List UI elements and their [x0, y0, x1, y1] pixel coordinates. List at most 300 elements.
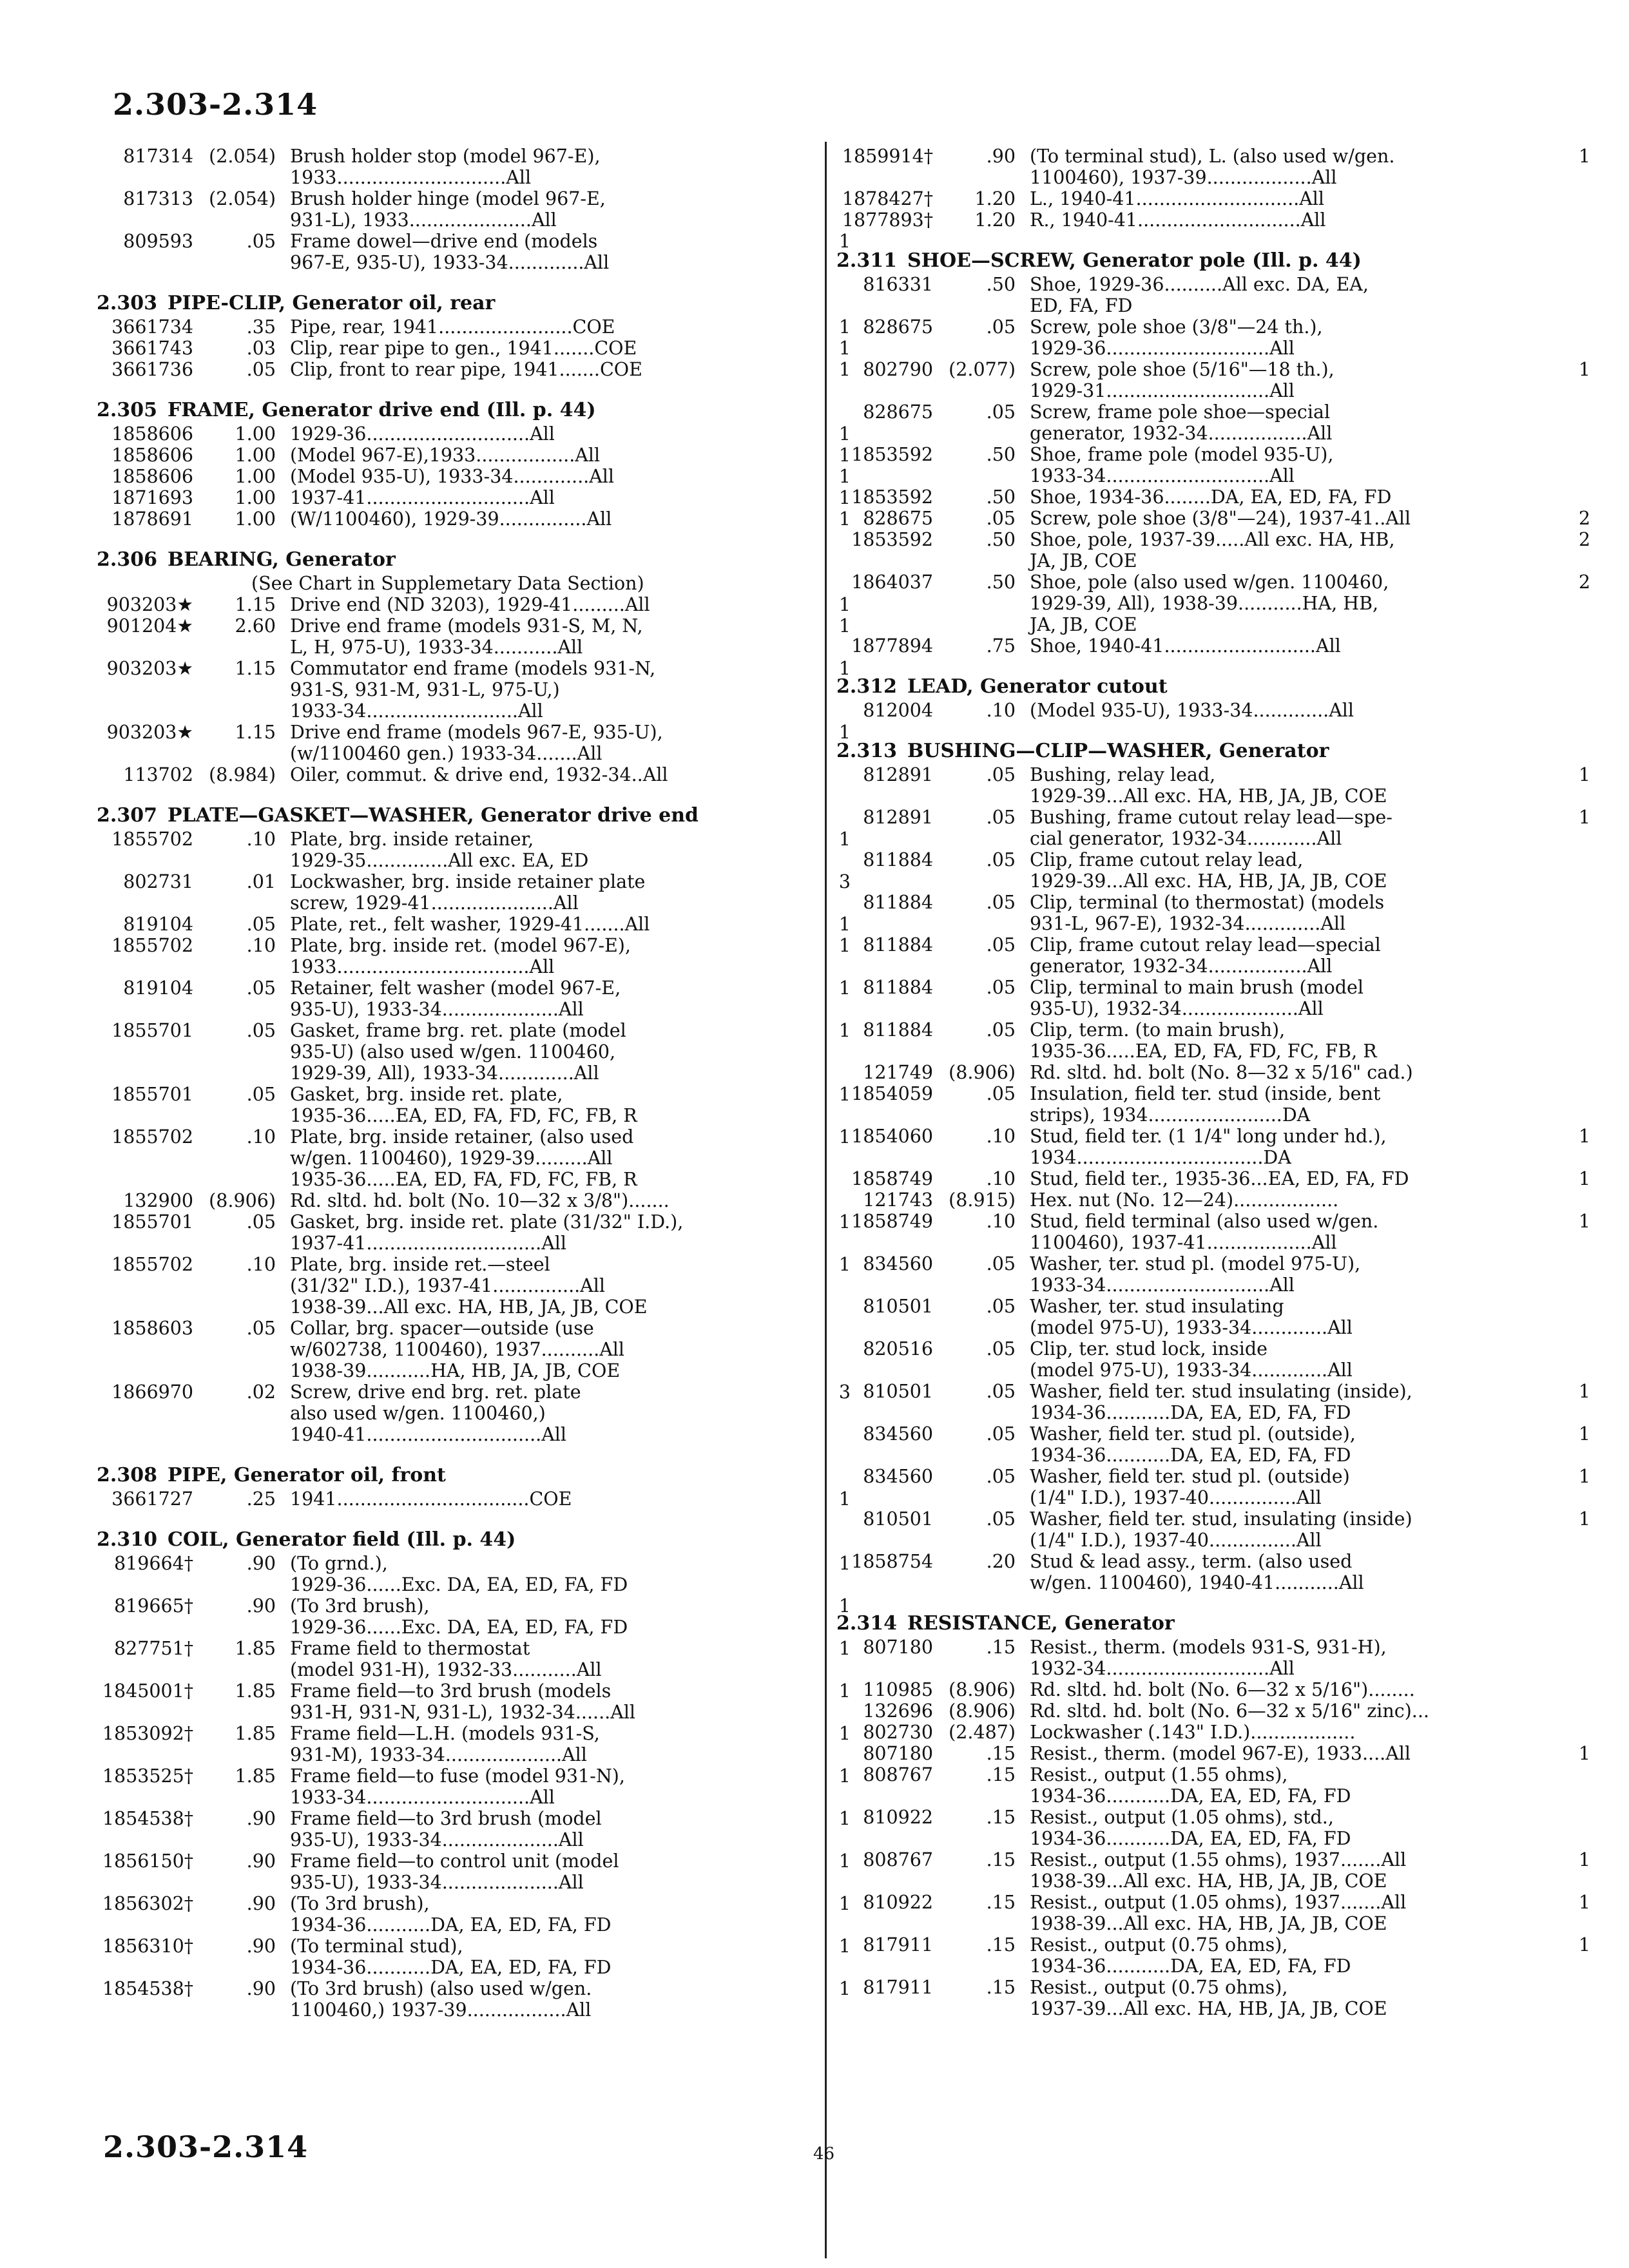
part-quantity: 1: [838, 1765, 851, 1787]
part-number: 811884: [863, 934, 933, 956]
part-quantity: 1: [1578, 1466, 1590, 1487]
part-price: (8.906): [209, 1190, 276, 1211]
part-description: Resist., output (1.05 ohms), 1937.......All 1938-39...All exc. HA, HB, JA, JB, COE: [1030, 1892, 1407, 1934]
part-price: .05: [986, 892, 1016, 913]
part-entry: [97, 445, 851, 466]
section-note: (See Chart in Supplemetary Data Section): [251, 573, 644, 594]
part-entry: [836, 1508, 1590, 1551]
part-description: Frame field—L.H. (models 931-S, 931-M), 1933-34....................All: [290, 1723, 600, 1765]
section-title: PIPE-CLIP, Generator oil, rear: [167, 292, 496, 314]
part-quantity: 2: [1578, 529, 1590, 550]
part-number: 1854538†: [102, 1808, 193, 1829]
part-description: Rd. sltd. hd. bolt (No. 8—32 x 5/16" cad.): [1030, 1062, 1413, 1083]
part-price: .01: [246, 871, 276, 892]
section-number: 2.312: [836, 675, 897, 698]
part-price: .05: [986, 807, 1016, 828]
part-number: 802790: [863, 359, 933, 380]
page-title-top: 2.303-2.314: [113, 87, 318, 122]
part-price: .90: [246, 1850, 276, 1872]
page-title-bottom: 2.303-2.314: [103, 2129, 309, 2164]
part-entry: [97, 487, 851, 508]
part-price: .90: [246, 1553, 276, 1574]
part-number: 808767: [863, 1849, 933, 1870]
part-number: 1856310†: [102, 1936, 193, 1957]
part-description: Clip, front to rear pipe, 1941.......COE: [290, 359, 642, 380]
part-entry: [836, 1338, 1590, 1381]
part-number: 802730: [863, 1722, 933, 1743]
part-description: Brush holder hinge (model 967-E, 931-L), 1933.....................All: [290, 188, 606, 231]
part-number: 1858603: [111, 1318, 193, 1339]
part-number: 1858606: [111, 445, 193, 466]
part-entry: [97, 977, 851, 1020]
part-quantity: 1: [838, 1254, 851, 1275]
part-entry: [97, 722, 851, 764]
part-description: Clip, frame cutout relay lead, 1929-39...All exc. HA, HB, JA, JB, COE: [1030, 849, 1387, 892]
part-description: Lockwasher, brg. inside retainer plate screw, 1929-41.....................All: [290, 871, 646, 914]
part-number: 901204★: [106, 615, 193, 637]
part-entry: [836, 1126, 1590, 1168]
part-description: Washer, ter. stud pl. (model 975-U), 1933-34............................All: [1030, 1253, 1361, 1296]
part-number: 903203★: [106, 722, 193, 743]
part-price: (2.487): [949, 1722, 1016, 1743]
part-price: 1.00: [235, 487, 276, 508]
section-title: RESISTANCE, Generator: [907, 1612, 1175, 1635]
section-heading: [97, 1465, 851, 1486]
part-number: 1854060: [851, 1126, 933, 1147]
part-quantity: 1: [1578, 1508, 1590, 1530]
part-price: 1.85: [235, 1765, 276, 1787]
part-description: Commutator end frame (models 931-N, 931-S, 931-M, 931-L, 975-U,) 1933-34..........................All: [290, 658, 656, 722]
part-description: Drive end frame (models 967-E, 935-U), (w/1100460 gen.) 1933-34.......All: [290, 722, 663, 764]
part-quantity: 1: [838, 1595, 851, 1617]
part-price: .05: [986, 1083, 1016, 1104]
part-description: (Model 935-U), 1933-34.............All: [1030, 700, 1354, 721]
section-number: 2.314: [836, 1612, 897, 1635]
part-number: 113702: [123, 764, 193, 785]
part-price: .02: [246, 1381, 276, 1403]
section-heading: [836, 676, 1590, 697]
part-number: 1858754: [851, 1551, 933, 1572]
part-description: Plate, brg. inside retainer, 1929-35..............All exc. EA, ED: [290, 829, 589, 871]
part-entry: [836, 1062, 1590, 1083]
part-description: (To terminal stud), 1934-36...........DA, EA, ED, FA, FD: [290, 1936, 612, 1978]
part-entry: [836, 1764, 1590, 1807]
part-price: .90: [246, 1808, 276, 1829]
part-price: 1.00: [235, 466, 276, 487]
section-heading: [97, 293, 851, 314]
part-entry: [97, 1893, 851, 1936]
part-quantity: 1: [838, 658, 851, 679]
part-price: .15: [986, 1977, 1016, 1998]
section-title: SHOE—SCREW, Generator pole (Ill. p. 44): [907, 249, 1362, 272]
section-title: BEARING, Generator: [167, 548, 396, 571]
part-description: Drive end frame (models 931-S, M, N, L, H, 975-U), 1933-34...........All: [290, 615, 643, 658]
part-entry: [836, 807, 1590, 849]
part-number: 817911: [863, 1977, 933, 1998]
part-price: .20: [986, 1551, 1016, 1572]
part-price: .05: [246, 1020, 276, 1041]
part-description: Clip, term. (to main brush), 1935-36.....EA, ED, FA, FD, FC, FB, R: [1030, 1019, 1377, 1062]
part-description: Plate, brg. inside ret. (model 967-E), 1933.................................All: [290, 935, 631, 977]
part-quantity: 3: [838, 1381, 851, 1403]
part-price: .05: [246, 231, 276, 252]
part-number: 1871693: [111, 487, 193, 508]
part-entry: [836, 1189, 1590, 1211]
section-number: 2.307: [97, 804, 157, 827]
part-description: (To grnd.), 1929-36......Exc. DA, EA, ED, FA, FD: [290, 1553, 628, 1595]
part-price: 1.85: [235, 1723, 276, 1744]
part-quantity: 1: [1578, 1168, 1590, 1189]
part-price: .03: [246, 338, 276, 359]
part-entry: [836, 635, 1590, 657]
part-number: 1856150†: [102, 1850, 193, 1872]
part-number: 812891: [863, 764, 933, 785]
part-quantity: 1: [838, 1126, 851, 1148]
part-price: .50: [986, 486, 1016, 508]
part-description: L., 1940-41............................All: [1030, 188, 1325, 209]
part-price: 1.15: [235, 722, 276, 743]
part-number: 802731: [123, 871, 193, 892]
part-number: 1878427†: [842, 188, 933, 209]
part-number: 1859914†: [842, 146, 933, 167]
part-quantity: 1: [1578, 807, 1590, 828]
part-description: Shoe, pole, 1937-39.....All exc. HA, HB, JA, JB, COE: [1030, 529, 1395, 572]
part-entry: [836, 1466, 1590, 1508]
part-number: 1866970: [111, 1381, 193, 1403]
part-price: .10: [246, 935, 276, 956]
part-entry: [836, 1253, 1590, 1296]
part-number: 1855701: [111, 1020, 193, 1041]
part-price: 1.85: [235, 1638, 276, 1659]
part-description: Screw, pole shoe (3/8"—24 th.), 1929-36............................All: [1030, 316, 1323, 359]
part-quantity: 1: [838, 722, 851, 743]
part-price: .15: [986, 1637, 1016, 1658]
part-entry: [836, 508, 1590, 529]
part-entry: [836, 764, 1590, 807]
part-price: .05: [986, 401, 1016, 423]
part-price: .05: [986, 849, 1016, 870]
part-quantity: 1: [838, 914, 851, 935]
part-description: Resist., output (0.75 ohms), 1937-39...All exc. HA, HB, JA, JB, COE: [1030, 1977, 1387, 2019]
part-price: .05: [986, 316, 1016, 338]
part-number: 1877893†: [842, 209, 933, 231]
part-entry: [97, 1978, 851, 2021]
section-title: BUSHING—CLIP—WASHER, Generator: [907, 740, 1329, 762]
part-number: 1845001†: [102, 1680, 193, 1702]
part-price: .10: [986, 1126, 1016, 1147]
part-price: 1.20: [974, 188, 1016, 209]
part-number: 3661743: [111, 338, 193, 359]
part-entry: [97, 829, 851, 871]
part-entry: [836, 977, 1590, 1019]
part-price: (8.906): [949, 1679, 1016, 1700]
part-entry: [97, 1595, 851, 1638]
part-price: .50: [986, 274, 1016, 295]
part-number: 903203★: [106, 594, 193, 615]
section-heading: [836, 250, 1590, 271]
part-price: .50: [986, 529, 1016, 550]
part-price: (8.984): [209, 764, 276, 785]
part-quantity: 2: [1578, 508, 1590, 529]
part-entry: [97, 1126, 851, 1190]
part-price: .05: [986, 1296, 1016, 1317]
part-number: 811884: [863, 1019, 933, 1041]
part-entry: [836, 444, 1590, 486]
part-number: 121749: [863, 1062, 933, 1083]
part-price: 1.85: [235, 1680, 276, 1702]
part-number: 1864037: [851, 572, 933, 593]
part-price: .35: [246, 316, 276, 338]
part-price: .05: [246, 1084, 276, 1105]
part-quantity: 1: [1578, 1934, 1590, 1956]
part-price: .15: [986, 1934, 1016, 1956]
part-number: 1855702: [111, 829, 193, 850]
part-price: (2.077): [949, 359, 1016, 380]
part-number: 816331: [863, 274, 933, 295]
part-price: .05: [986, 1508, 1016, 1530]
part-quantity: 1: [838, 445, 851, 466]
part-price: .75: [986, 635, 1016, 657]
part-number: 121743: [863, 1189, 933, 1211]
part-description: Stud, field terminal (also used w/gen. 1100460), 1937-41..................All: [1030, 1211, 1379, 1253]
part-number: 819665†: [113, 1595, 193, 1617]
part-number: 834560: [863, 1253, 933, 1274]
part-price: .05: [246, 977, 276, 999]
part-number: 1855701: [111, 1084, 193, 1105]
part-quantity: 1: [838, 829, 851, 850]
part-quantity: 1: [838, 1211, 851, 1233]
part-entry: [836, 209, 1590, 231]
part-description: Washer, ter. stud insulating (model 975-U), 1933-34.............All: [1030, 1296, 1353, 1338]
part-price: 1.15: [235, 658, 276, 679]
part-entry: [836, 1423, 1590, 1466]
part-number: 1858749: [851, 1168, 933, 1189]
part-description: Shoe, 1940-41..........................All: [1030, 635, 1341, 657]
part-quantity: 1: [838, 1808, 851, 1829]
part-quantity: 1: [838, 231, 851, 252]
part-number: 3661727: [111, 1488, 193, 1510]
part-description: Frame field—to fuse (model 931-N), 1933-34............................All: [290, 1765, 625, 1808]
part-entry: [97, 1318, 851, 1381]
part-price: 1.00: [235, 445, 276, 466]
part-entry: [97, 1084, 851, 1126]
part-description: Gasket, brg. inside ret. plate, 1935-36.....EA, ED, FA, FD, FC, FB, R: [290, 1084, 637, 1126]
part-description: Screw, drive end brg. ret. plate also used w/gen. 1100460,) 1940-41..............................All: [290, 1381, 581, 1445]
section-number: 2.303: [97, 292, 157, 314]
part-entry: [836, 700, 1590, 721]
part-entry: [97, 1850, 851, 1893]
part-quantity: 1: [1578, 1849, 1590, 1870]
part-description: Stud & lead assy., term. (also used w/gen. 1100460), 1940-41...........All: [1030, 1551, 1364, 1593]
part-quantity: 1: [1578, 1381, 1590, 1402]
part-entry: [836, 1381, 1590, 1423]
part-quantity: 2: [1578, 572, 1590, 593]
part-quantity: 1: [838, 508, 851, 530]
part-entry: [836, 486, 1590, 508]
section-title: PIPE, Generator oil, front: [167, 1464, 446, 1486]
part-number: 827751†: [113, 1638, 193, 1659]
part-number: 811884: [863, 977, 933, 998]
part-entry: [97, 764, 851, 785]
part-price: (8.906): [949, 1062, 1016, 1083]
part-entry: [836, 1722, 1590, 1743]
section-heading: [97, 1529, 851, 1550]
part-number: 817314: [123, 146, 193, 167]
part-entry: [836, 359, 1590, 401]
part-quantity: 1: [1578, 1126, 1590, 1147]
part-quantity: 1: [838, 1850, 851, 1872]
part-entry: [836, 1211, 1590, 1253]
section-title: PLATE—GASKET—WASHER, Generator drive end: [167, 804, 699, 827]
part-entry: [97, 231, 851, 273]
part-number: 808767: [863, 1764, 933, 1785]
section-title: FRAME, Generator drive end (Ill. p. 44): [167, 399, 596, 421]
part-description: Plate, brg. inside ret.—steel (31/32" I.D.), 1937-41...............All 1938-39...All exc. HA, HB, JA, JB, COE: [290, 1254, 648, 1318]
section-number: 2.311: [836, 249, 897, 272]
part-number: 820516: [863, 1338, 933, 1360]
part-entry: [836, 1977, 1590, 2019]
part-price: .05: [986, 764, 1016, 785]
part-description: (To 3rd brush), 1929-36......Exc. DA, EA, ED, FA, FD: [290, 1595, 628, 1638]
part-number: 1855701: [111, 1211, 193, 1233]
part-quantity: 1: [838, 1553, 851, 1574]
part-quantity: 1: [838, 977, 851, 999]
part-entry: [97, 1723, 851, 1765]
part-price: .05: [246, 1211, 276, 1233]
part-description: Shoe, 1934-36........DA, EA, ED, FA, FD: [1030, 486, 1392, 508]
part-description: Gasket, brg. inside ret. plate (31/32" I.D.), 1937-41..............................All: [290, 1211, 684, 1254]
part-description: Rd. sltd. hd. bolt (No. 10—32 x 3/8").......: [290, 1190, 670, 1211]
part-price: .10: [246, 1254, 276, 1275]
part-price: .05: [986, 934, 1016, 956]
part-price: .05: [246, 1318, 276, 1339]
part-description: 1937-41............................All: [290, 487, 555, 508]
section-heading: [97, 805, 851, 826]
part-number: 810501: [863, 1508, 933, 1530]
part-number: 819664†: [113, 1553, 193, 1574]
part-entry: [836, 849, 1590, 892]
part-description: Resist., output (1.55 ohms), 1934-36...........DA, EA, ED, FA, FD: [1030, 1764, 1351, 1807]
part-description: Hex. nut (No. 12—24)..................: [1030, 1189, 1339, 1211]
part-description: Plate, ret., felt washer, 1929-41.......All: [290, 914, 650, 935]
part-description: Screw, pole shoe (3/8"—24), 1937-41..All: [1030, 508, 1411, 529]
part-number: 1853592: [851, 486, 933, 508]
section-number: 2.313: [836, 740, 897, 762]
part-quantity: 1: [838, 338, 851, 359]
part-quantity: 1: [838, 1936, 851, 1957]
part-number: 1855702: [111, 1254, 193, 1275]
part-entry: [836, 1637, 1590, 1679]
part-description: Washer, field ter. stud pl. (outside) (1/4" I.D.), 1937-40...............All: [1030, 1466, 1350, 1508]
part-number: 1878691: [111, 508, 193, 530]
part-entry: [97, 359, 851, 380]
section-heading: [97, 399, 851, 421]
part-price: 1.15: [235, 594, 276, 615]
part-entry: [97, 316, 851, 338]
part-entry: [836, 1168, 1590, 1189]
part-quantity: 1: [1578, 1423, 1590, 1445]
part-quantity: 1: [1578, 1743, 1590, 1764]
part-price: 2.60: [235, 615, 276, 637]
part-description: R., 1940-41............................All: [1030, 209, 1326, 231]
part-entry: [836, 1892, 1590, 1934]
part-quantity: 1: [838, 615, 851, 637]
part-description: 1941.................................COE: [290, 1488, 572, 1510]
part-description: (To 3rd brush), 1934-36...........DA, EA, ED, FA, FD: [290, 1893, 612, 1936]
part-price: .05: [986, 508, 1016, 529]
part-price: .05: [986, 977, 1016, 998]
part-quantity: 1: [838, 1488, 851, 1510]
part-price: .10: [986, 1211, 1016, 1232]
part-entry: [836, 1743, 1590, 1764]
part-entry: [97, 1680, 851, 1723]
part-quantity: 1: [1578, 1211, 1590, 1232]
part-number: 828675: [863, 508, 933, 529]
part-price: .10: [986, 700, 1016, 721]
part-entry: [97, 914, 851, 935]
part-price: .25: [246, 1488, 276, 1510]
part-number: 819104: [123, 977, 193, 999]
part-price: .15: [986, 1892, 1016, 1913]
section-title: COIL, Generator field (Ill. p. 44): [167, 1528, 516, 1551]
part-number: 817313: [123, 188, 193, 209]
part-description: Resist., output (1.05 ohms), std., 1934-36...........DA, EA, ED, FA, FD: [1030, 1807, 1351, 1849]
part-entry: [836, 1679, 1590, 1700]
part-price: .05: [246, 914, 276, 935]
part-entry: [97, 658, 851, 722]
part-description: Frame dowel—drive end (models 967-E, 935-U), 1933-34.............All: [290, 231, 610, 273]
part-price: .15: [986, 1764, 1016, 1785]
part-price: .10: [246, 829, 276, 850]
part-entry: [97, 1808, 851, 1850]
part-description: Frame field—to control unit (model 935-U), 1933-34....................All: [290, 1850, 619, 1893]
part-description: Washer, field ter. stud, insulating (inside) (1/4" I.D.), 1937-40...............All: [1030, 1508, 1412, 1551]
part-number: 132900: [123, 1190, 193, 1211]
part-entry: [836, 892, 1590, 934]
part-number: 1858606: [111, 466, 193, 487]
part-description: Insulation, field ter. stud (inside, bent strips), 1934.......................DA: [1030, 1083, 1381, 1126]
part-entry: [836, 1934, 1590, 1977]
part-number: 828675: [863, 316, 933, 338]
part-price: .05: [986, 1253, 1016, 1274]
part-description: Brush holder stop (model 967-E), 1933.............................All: [290, 146, 601, 188]
part-number: 811884: [863, 892, 933, 913]
part-entry: [97, 1488, 851, 1510]
part-number: 1855702: [111, 935, 193, 956]
part-number: 810922: [863, 1892, 933, 1913]
part-description: Washer, field ter. stud pl. (outside), 1934-36...........DA, EA, ED, FA, FD: [1030, 1423, 1356, 1466]
part-entry: [836, 572, 1590, 635]
part-entry: [836, 274, 1590, 316]
part-number: 903203★: [106, 658, 193, 679]
part-number: 1858749: [851, 1211, 933, 1232]
part-description: Lockwasher (.143" I.D.)..................: [1030, 1722, 1356, 1743]
part-entry: [97, 423, 851, 445]
part-price: .05: [246, 359, 276, 380]
part-description: Clip, rear pipe to gen., 1941.......COE: [290, 338, 637, 359]
part-quantity: 1: [1578, 146, 1590, 167]
part-number: 811884: [863, 849, 933, 870]
part-description: (Model 935-U), 1933-34.............All: [290, 466, 615, 487]
part-price: .10: [246, 1126, 276, 1148]
part-entry: [97, 1381, 851, 1445]
part-quantity: 1: [838, 487, 851, 508]
part-description: Bushing, relay lead, 1929-39...All exc. HA, HB, JA, JB, COE: [1030, 764, 1387, 807]
part-quantity: 1: [838, 935, 851, 956]
part-description: Screw, frame pole shoe—special generator, 1932-34.................All: [1030, 401, 1333, 444]
part-entry: [836, 1807, 1590, 1849]
section-heading: [836, 740, 1590, 762]
